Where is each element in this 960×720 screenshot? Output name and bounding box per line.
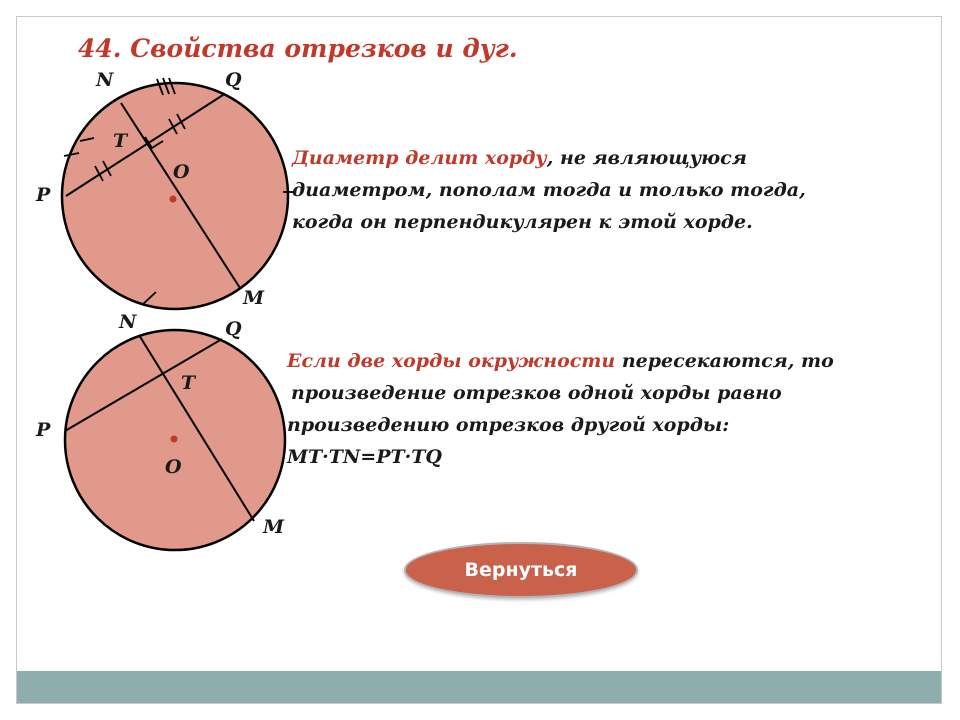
bottom-label-q: Q — [225, 318, 242, 340]
bottom-label-p: P — [36, 419, 51, 441]
bottom-theorem-line3: произведению отрезков другой хорды: — [287, 414, 730, 436]
bottom-theorem-line2: произведение отрезков одной хорды равно — [291, 382, 782, 404]
bottom-theorem-line1 — [287, 345, 834, 377]
top-theorem-highlight: Диаметр делит хорду — [292, 147, 547, 169]
top-label-t: T — [113, 130, 128, 152]
back-button[interactable]: Вернуться — [404, 542, 638, 598]
top-label-p: P — [36, 184, 51, 206]
top-theorem-line3: когда он перпендикулярен к этой хорде. — [292, 211, 753, 233]
top-label-q: Q — [225, 69, 242, 91]
bottom-theorem-text — [287, 345, 834, 473]
top-theorem-text — [292, 142, 806, 238]
bottom-theorem-line1-rest: пересекаются, то — [615, 350, 834, 372]
top-circle — [62, 83, 288, 309]
bottom-label-m: M — [263, 516, 285, 538]
top-label-n: N — [96, 69, 114, 91]
slide-title: 44. Свойства отрезков и дуг. — [78, 34, 518, 63]
bottom-label-n: N — [119, 311, 137, 333]
top-label-m: M — [243, 287, 265, 309]
bottom-theorem-formula: MT·TN=PT·TQ — [287, 446, 442, 468]
top-label-o: O — [173, 161, 190, 183]
bottom-label-t: T — [181, 372, 196, 394]
bottom-center-point — [171, 436, 178, 443]
top-theorem-line2: диаметром, пополам тогда и только тогда, — [292, 179, 806, 201]
top-theorem-line1 — [292, 142, 806, 174]
bottom-label-o: O — [165, 456, 182, 478]
top-center-point — [170, 196, 177, 203]
bottom-theorem-highlight: Если две хорды окружности — [287, 350, 616, 372]
top-theorem-line1-rest: , не являющуюся — [546, 147, 747, 169]
